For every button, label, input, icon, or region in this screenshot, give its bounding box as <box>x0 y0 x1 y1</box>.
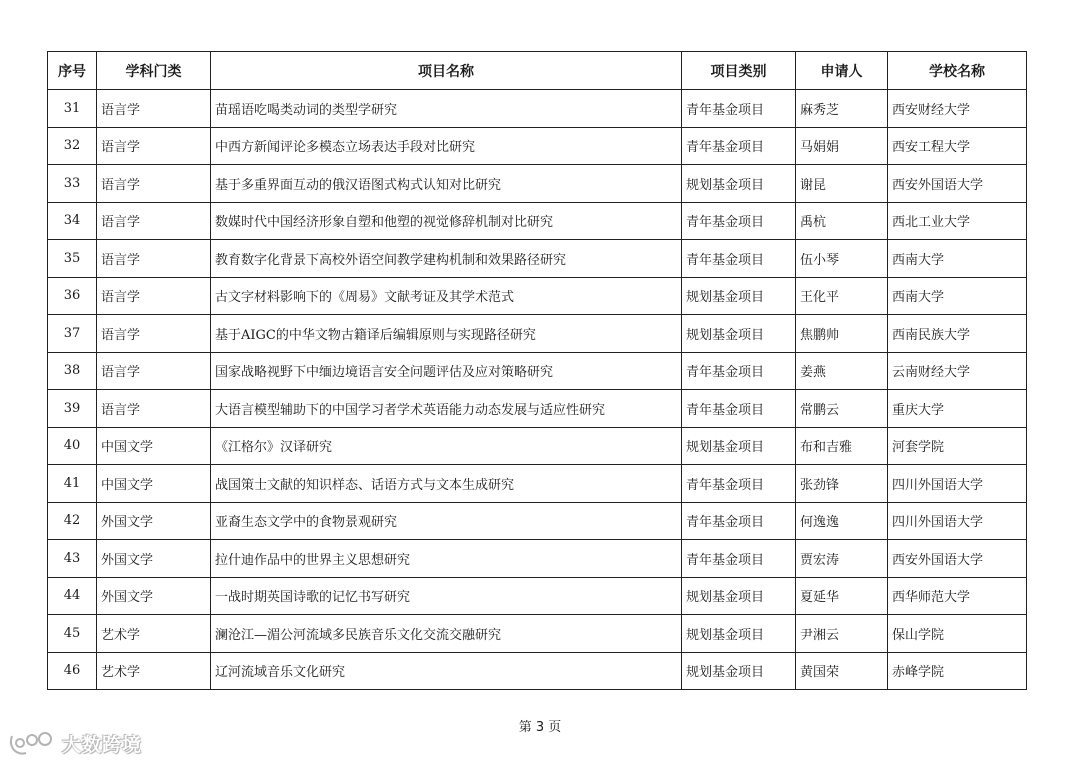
cell-index: 36 <box>48 277 97 315</box>
cell-project-title: 一战时期英国诗歌的记忆书写研究 <box>211 577 682 615</box>
header-school: 学校名称 <box>888 52 1027 90</box>
cell-index: 31 <box>48 90 97 128</box>
cell-project-type: 规划基金项目 <box>682 277 796 315</box>
cell-project-title: 国家战略视野下中缅边境语言安全问题评估及应对策略研究 <box>211 352 682 390</box>
cell-project-type: 青年基金项目 <box>682 127 796 165</box>
cell-index: 39 <box>48 390 97 428</box>
cell-applicant: 姜燕 <box>796 352 888 390</box>
cell-school: 赤峰学院 <box>888 652 1027 690</box>
cell-index: 44 <box>48 577 97 615</box>
page-number: 第 3 页 <box>518 720 562 735</box>
header-project-type: 项目类别 <box>682 52 796 90</box>
table-row <box>48 465 1027 503</box>
cell-applicant: 张劲锋 <box>796 465 888 503</box>
cell-category: 语言学 <box>97 90 211 128</box>
table-row <box>48 315 1027 353</box>
cell-category: 语言学 <box>97 315 211 353</box>
table-row <box>48 540 1027 578</box>
cell-project-title: 大语言模型辅助下的中国学习者学术英语能力动态发展与适应性研究 <box>211 390 682 428</box>
cell-index: 34 <box>48 202 97 240</box>
cell-applicant: 尹湘云 <box>796 615 888 653</box>
cell-index: 43 <box>48 540 97 578</box>
table-row <box>48 202 1027 240</box>
cell-school: 重庆大学 <box>888 390 1027 428</box>
cell-project-title: 亚裔生态文学中的食物景观研究 <box>211 502 682 540</box>
table-row <box>48 390 1027 428</box>
table-row <box>48 615 1027 653</box>
cell-category: 语言学 <box>97 352 211 390</box>
cell-project-title: 苗瑶语吃喝类动词的类型学研究 <box>211 90 682 128</box>
cell-project-title: 教育数字化背景下高校外语空间教学建构机制和效果路径研究 <box>211 240 682 278</box>
cell-project-type: 青年基金项目 <box>682 502 796 540</box>
cell-school: 西南民族大学 <box>888 315 1027 353</box>
table-row <box>48 427 1027 465</box>
cell-project-type: 规划基金项目 <box>682 615 796 653</box>
cell-index: 38 <box>48 352 97 390</box>
cell-project-type: 规划基金项目 <box>682 577 796 615</box>
cell-applicant: 禹杭 <box>796 202 888 240</box>
cell-category: 语言学 <box>97 202 211 240</box>
cell-applicant: 常鹏云 <box>796 390 888 428</box>
cell-project-type: 青年基金项目 <box>682 540 796 578</box>
table-row <box>48 240 1027 278</box>
cell-school: 西安外国语大学 <box>888 540 1027 578</box>
cell-project-title: 辽河流域音乐文化研究 <box>211 652 682 690</box>
cell-school: 西安财经大学 <box>888 90 1027 128</box>
cell-index: 42 <box>48 502 97 540</box>
cell-applicant: 贾宏涛 <box>796 540 888 578</box>
header-index: 序号 <box>48 52 97 90</box>
cell-project-title: 拉什迪作品中的世界主义思想研究 <box>211 540 682 578</box>
cell-applicant: 焦鹏帅 <box>796 315 888 353</box>
cell-applicant: 布和吉雅 <box>796 427 888 465</box>
cell-applicant: 马娟娟 <box>796 127 888 165</box>
cell-project-title: 基于多重界面互动的俄汉语图式构式认知对比研究 <box>211 165 682 203</box>
table-body <box>48 90 1027 690</box>
camera-logo-icon <box>8 730 58 756</box>
header-project-title: 项目名称 <box>211 52 682 90</box>
cell-category: 语言学 <box>97 277 211 315</box>
cell-category: 艺术学 <box>97 615 211 653</box>
cell-category: 语言学 <box>97 127 211 165</box>
cell-school: 四川外国语大学 <box>888 502 1027 540</box>
cell-project-title: 澜沧江—湄公河流域多民族音乐文化交流交融研究 <box>211 615 682 653</box>
cell-school: 保山学院 <box>888 615 1027 653</box>
cell-category: 外国文学 <box>97 502 211 540</box>
cell-project-type: 规划基金项目 <box>682 652 796 690</box>
cell-school: 四川外国语大学 <box>888 465 1027 503</box>
cell-school: 西安外国语大学 <box>888 165 1027 203</box>
cell-category: 外国文学 <box>97 577 211 615</box>
cell-index: 33 <box>48 165 97 203</box>
cell-category: 语言学 <box>97 390 211 428</box>
watermark <box>8 729 142 757</box>
cell-applicant: 何逸逸 <box>796 502 888 540</box>
cell-applicant: 伍小琴 <box>796 240 888 278</box>
cell-index: 37 <box>48 315 97 353</box>
cell-project-title: 基于AIGC的中华文物古籍译后编辑原则与实现路径研究 <box>211 315 682 353</box>
cell-applicant: 王化平 <box>796 277 888 315</box>
table-row <box>48 127 1027 165</box>
cell-school: 河套学院 <box>888 427 1027 465</box>
cell-project-title: 数媒时代中国经济形象自塑和他塑的视觉修辞机制对比研究 <box>211 202 682 240</box>
cell-school: 西南大学 <box>888 277 1027 315</box>
cell-project-type: 青年基金项目 <box>682 352 796 390</box>
cell-category: 语言学 <box>97 240 211 278</box>
cell-category: 中国文学 <box>97 465 211 503</box>
cell-project-type: 规划基金项目 <box>682 315 796 353</box>
cell-project-type: 规划基金项目 <box>682 165 796 203</box>
cell-index: 46 <box>48 652 97 690</box>
cell-category: 外国文学 <box>97 540 211 578</box>
table-row <box>48 352 1027 390</box>
cell-school: 西南大学 <box>888 240 1027 278</box>
cell-project-type: 青年基金项目 <box>682 240 796 278</box>
cell-school: 西华师范大学 <box>888 577 1027 615</box>
project-list-table <box>47 51 1027 690</box>
cell-applicant: 黄国荣 <box>796 652 888 690</box>
cell-applicant: 夏延华 <box>796 577 888 615</box>
cell-project-title: 《江格尔》汉译研究 <box>211 427 682 465</box>
header-applicant: 申请人 <box>796 52 888 90</box>
cell-project-title: 中西方新闻评论多模态立场表达手段对比研究 <box>211 127 682 165</box>
cell-category: 语言学 <box>97 165 211 203</box>
cell-applicant: 谢昆 <box>796 165 888 203</box>
table-row <box>48 277 1027 315</box>
cell-project-title: 古文字材料影响下的《周易》文献考证及其学术范式 <box>211 277 682 315</box>
cell-school: 西北工业大学 <box>888 202 1027 240</box>
cell-project-type: 青年基金项目 <box>682 90 796 128</box>
cell-category: 中国文学 <box>97 427 211 465</box>
cell-project-type: 青年基金项目 <box>682 465 796 503</box>
cell-school: 云南财经大学 <box>888 352 1027 390</box>
header-category: 学科门类 <box>97 52 211 90</box>
cell-index: 45 <box>48 615 97 653</box>
cell-project-type: 规划基金项目 <box>682 427 796 465</box>
cell-project-type: 青年基金项目 <box>682 202 796 240</box>
cell-index: 35 <box>48 240 97 278</box>
table-row <box>48 165 1027 203</box>
table-header-row <box>48 52 1027 90</box>
cell-category: 艺术学 <box>97 652 211 690</box>
table-row <box>48 90 1027 128</box>
table-row <box>48 577 1027 615</box>
watermark-text: 大数跨境 <box>62 733 143 756</box>
cell-index: 41 <box>48 465 97 503</box>
table-row <box>48 652 1027 690</box>
cell-school: 西安工程大学 <box>888 127 1027 165</box>
table-row <box>48 502 1027 540</box>
cell-applicant: 麻秀芝 <box>796 90 888 128</box>
cell-project-title: 战国策士文献的知识样态、话语方式与文本生成研究 <box>211 465 682 503</box>
cell-index: 40 <box>48 427 97 465</box>
cell-project-type: 青年基金项目 <box>682 390 796 428</box>
cell-index: 32 <box>48 127 97 165</box>
